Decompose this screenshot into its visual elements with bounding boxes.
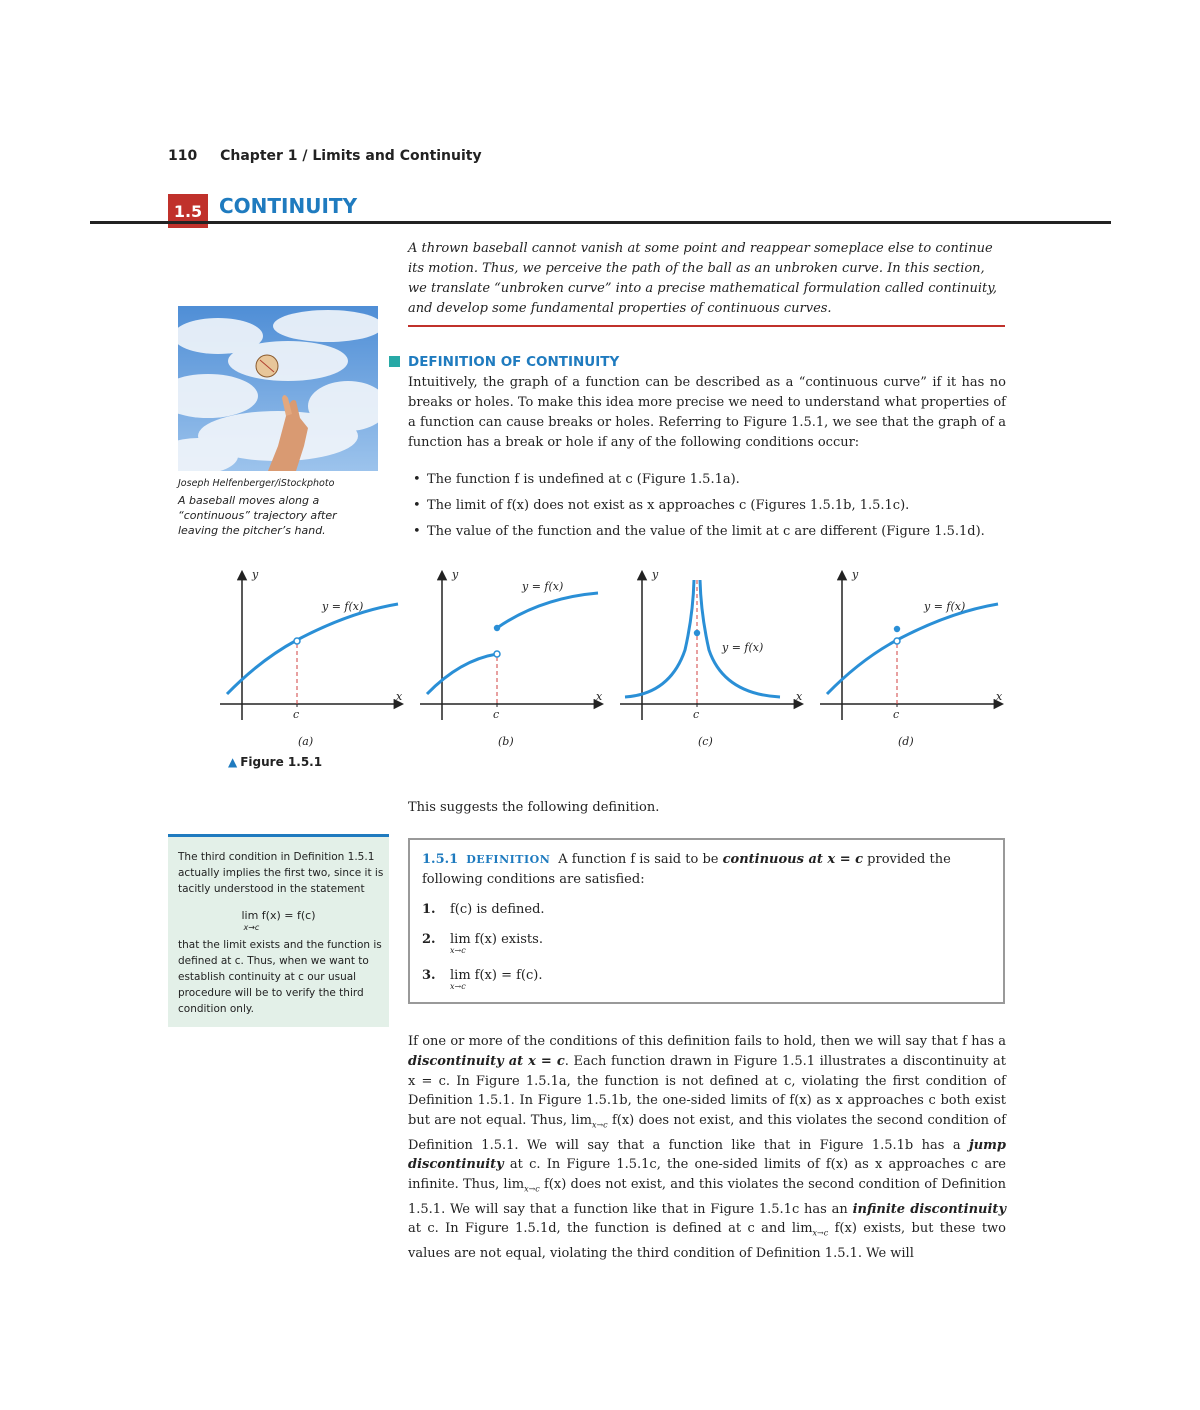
y-axis-label: y — [852, 568, 859, 581]
body-text-run: f(x) exists, but these two values are not equal, violating the third condition of Definition 1.5.1. We will — [408, 1221, 1006, 1261]
figure-panel-a — [220, 568, 403, 748]
body-text-run: at c. In Figure 1.5.1c, the one-sided limits of f(x) as x approaches c are infinite. Thus, lim — [408, 1157, 1006, 1193]
x-axis-label: x — [996, 690, 1003, 703]
figure-label: ▲ Figure 1.5.1 — [228, 755, 323, 769]
x-axis-label: x — [796, 690, 803, 703]
discontinuity-paragraph — [408, 1032, 1006, 1264]
bullet-value-differs: • The value of the function and the value of the limit at c are different (Figure 1.5.1d). — [427, 524, 985, 539]
body-text-run: . Each function drawn in Figure 1.5.1 illustrates a discontinuity at x = c. In Figure 1.5.1a, the function is not defined at c, violating the first condition of Definition 1.5.1. In Figure 1.5.1b, the one-sided limits of f(x) as x approaches c both exist but are not equal. Thus, lim — [408, 1053, 1006, 1129]
defined-term: jump discontinuity — [408, 1137, 1006, 1173]
c-label: c — [293, 708, 300, 721]
body-text-run: f(x) does not exist, and this violates the second condition of Definition 1.5.1. We will say that a function like that in Figure 1.5.1b has a — [408, 1113, 1006, 1153]
margin-note — [168, 834, 389, 1027]
curve — [227, 604, 398, 694]
curve-right — [497, 593, 598, 628]
defined-term: discontinuity at x = c — [408, 1053, 565, 1069]
bullet-limit-not-exist: • The limit of f(x) does not exist as x approaches c (Figures 1.5.1b, 1.5.1c). — [427, 498, 909, 513]
panel-label: (d) — [898, 735, 914, 748]
c-label: c — [493, 708, 500, 721]
figure-panel-b — [420, 568, 603, 748]
curve — [827, 604, 998, 694]
filled-point — [694, 630, 700, 636]
y-axis-label: y — [652, 568, 659, 581]
section-number-badge: 1.5 — [168, 194, 208, 228]
y-axis-label: y — [452, 568, 459, 581]
definition-box — [408, 838, 1005, 1004]
filled-point — [494, 625, 500, 631]
figure-panel-d — [820, 568, 1003, 748]
body-text-run: f(x) does not exist, and this violates the second condition of Definition 1.5.1. We will say that a function like that in Figure 1.5.1c has an — [408, 1177, 1006, 1217]
panel-label: (b) — [498, 735, 514, 748]
header-rule — [90, 221, 1111, 224]
photo-caption: A baseball moves along a “continuous” trajectory after leaving the pitcher’s hand. — [178, 494, 337, 537]
curve-left — [427, 654, 497, 694]
defined-term: infinite discontinuity — [852, 1201, 1006, 1217]
transition-sentence: This suggests the following definition. — [408, 800, 660, 815]
definition-intro-paragraph: Intuitively, the graph of a function can be described as a “continuous curve” if it has no breaks or holes. To make this idea more precise we need to understand what properties of a function can cause breaks or holes. Referring to Figure 1.5.1, we see that the graph of a function has a break or hole if any of the following conditions occur: — [408, 375, 1006, 450]
page-number: 110 — [168, 148, 198, 164]
margin-note-equation: lim f(x) = f(c) x→c — [241, 909, 316, 932]
section-title: CONTINUITY — [219, 194, 358, 218]
running-head — [168, 148, 482, 164]
condition-3: 3. lim x→c f(x) = f(c). — [422, 968, 543, 991]
figure-panel-c — [620, 568, 803, 748]
x-axis-label: x — [396, 690, 403, 703]
curve-right — [700, 580, 780, 697]
panel-label: (c) — [698, 735, 713, 748]
baseball-photo — [178, 306, 378, 471]
intro-rule — [408, 325, 1005, 327]
condition-2: 2. lim x→c f(x) exists. — [422, 932, 543, 955]
intro-paragraph: A thrown baseball cannot vanish at some point and reappear someplace else to continue its motion. Thus, we perceive the path of the ball as an unbroken curve. In this section, we translate “unbroken curve” into a precise mathematical formulation called continuity, and develop some fundamental properties of continuous curves. — [408, 241, 997, 316]
curve-label: y = f(x) — [924, 600, 966, 613]
filled-point — [894, 626, 900, 632]
y-axis-label: y — [252, 568, 259, 581]
limit-subscript: x→c — [524, 1184, 540, 1194]
c-label: c — [893, 708, 900, 721]
x-axis-label: x — [596, 690, 603, 703]
bullet-undefined: • The function f is undefined at c (Figure 1.5.1a). — [427, 472, 740, 487]
section-heading-marker — [389, 356, 400, 367]
panel-label: (a) — [298, 735, 314, 748]
condition-1: 1. f(c) is defined. — [422, 902, 545, 917]
hole — [294, 638, 300, 644]
definition-statement: 1.5.1 DEFINITION A function f is said to be continuous at x = c provided the following conditions are satisfied: — [422, 852, 951, 887]
c-label: c — [693, 708, 700, 721]
margin-note-text-2: that the limit exists and the function is defined at c. Thus, when we want to establish continuity at c our usual procedure will be to verify the third condition only. — [178, 939, 382, 1015]
baseball-photo-image — [178, 306, 378, 471]
chapter-title: Chapter 1 / Limits and Continuity — [220, 148, 482, 164]
figure-1-5-1 — [190, 560, 1020, 760]
curve-label: y = f(x) — [722, 641, 764, 654]
body-text-run: at c. In Figure 1.5.1d, the function is defined at c and lim — [408, 1221, 813, 1237]
photo-credit: Joseph Helfenberger/iStockphoto — [178, 478, 335, 489]
curve-label: y = f(x) — [522, 580, 564, 593]
hole — [494, 651, 500, 657]
hole — [894, 638, 900, 644]
figure-triangle-icon: ▲ — [228, 755, 238, 769]
margin-note-text-1: The third condition in Definition 1.5.1 actually implies the first two, since it is tacitly understood in the statement — [178, 851, 384, 895]
limit-subscript: x→c — [812, 1228, 829, 1238]
limit-subscript: x→c — [591, 1120, 608, 1130]
curve-label: y = f(x) — [322, 600, 364, 613]
body-text-run: If one or more of the conditions of this definition fails to hold, then we will say that f has a — [408, 1034, 1006, 1049]
curve-left — [625, 580, 694, 697]
subsection-heading: DEFINITION OF CONTINUITY — [408, 354, 620, 370]
